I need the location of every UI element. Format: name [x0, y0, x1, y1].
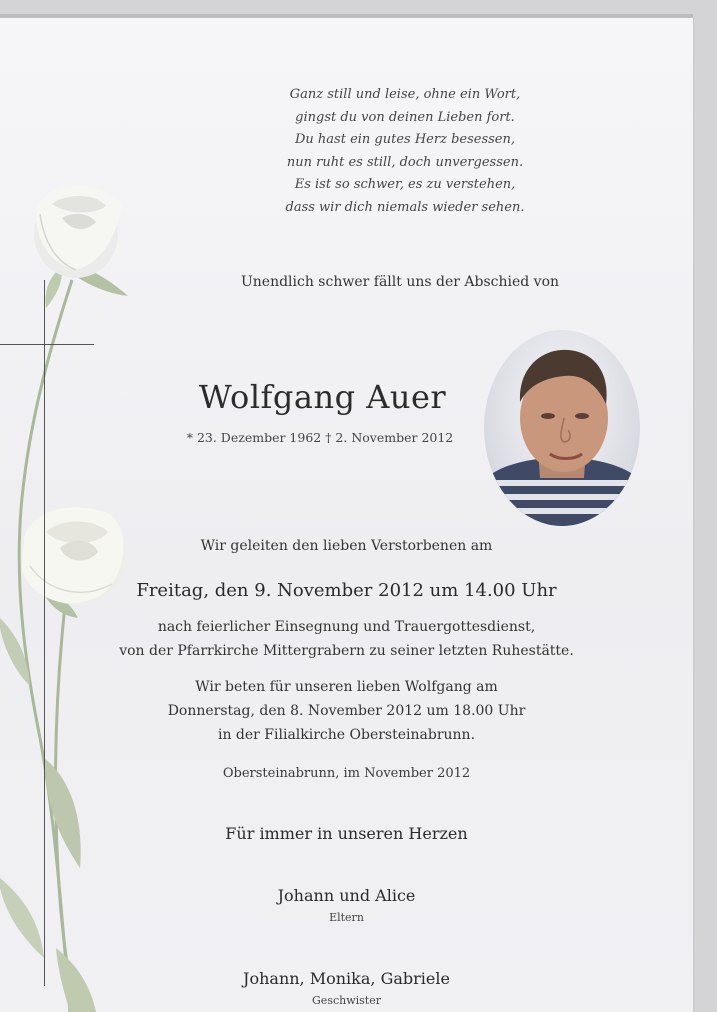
deceased-name: Wolfgang Auer: [198, 378, 447, 416]
motto: Für immer in unseren Herzen: [225, 824, 468, 843]
prayer-line-1: Wir beten für unseren lieben Wolfgang am: [195, 679, 498, 695]
prayer-line-3: in der Filialkirche Obersteinabrunn.: [217, 727, 476, 743]
mourner-relation: Eltern: [329, 911, 364, 924]
funeral-date: Freitag, den 9. November 2012 um 14.00 Uhr: [136, 580, 557, 601]
deceased-dates: * 23. Dezember 1962 † 2. November 2012: [186, 430, 454, 445]
poem-line: dass wir dich niemals wieder sehen.: [285, 199, 525, 215]
portrait-photo: [484, 330, 640, 526]
cross-horizontal-line: [0, 344, 94, 345]
poem: [250, 84, 560, 219]
poem-line: gingst du von deinen Lieben fort.: [295, 109, 515, 125]
mourner-names: Johann, Monika, Gabriele: [243, 969, 450, 988]
mourner-relation: Geschwister: [312, 994, 381, 1007]
farewell-text: Unendlich schwer fällt uns der Abschied von: [240, 274, 560, 290]
funeral-intro: Wir geleiten den lieben Verstorbenen am: [200, 538, 493, 554]
white-roses-decoration: [0, 18, 140, 1012]
poem-line: Ganz still und leise, ohne ein Wort,: [289, 87, 521, 102]
funeral-line-1: nach feierlicher Einsegnung und Trauergottesdienst,: [157, 619, 536, 635]
poem-line: nun ruht es still, doch unvergessen.: [286, 154, 524, 170]
mourner-names: Johann und Alice: [277, 886, 416, 905]
obituary-card: [0, 18, 694, 1012]
poem-line: Du hast ein gutes Herz besessen,: [295, 132, 515, 147]
prayer-line-2: Donnerstag, den 8. November 2012 um 18.00 Uhr: [167, 703, 526, 719]
funeral-line-2: von der Pfarrkirche Mittergrabern zu seiner letzten Ruhestätte.: [119, 643, 574, 659]
poem-line: Es ist so schwer, es zu verstehen,: [294, 177, 516, 192]
place-date: Obersteinabrunn, im November 2012: [222, 766, 471, 781]
